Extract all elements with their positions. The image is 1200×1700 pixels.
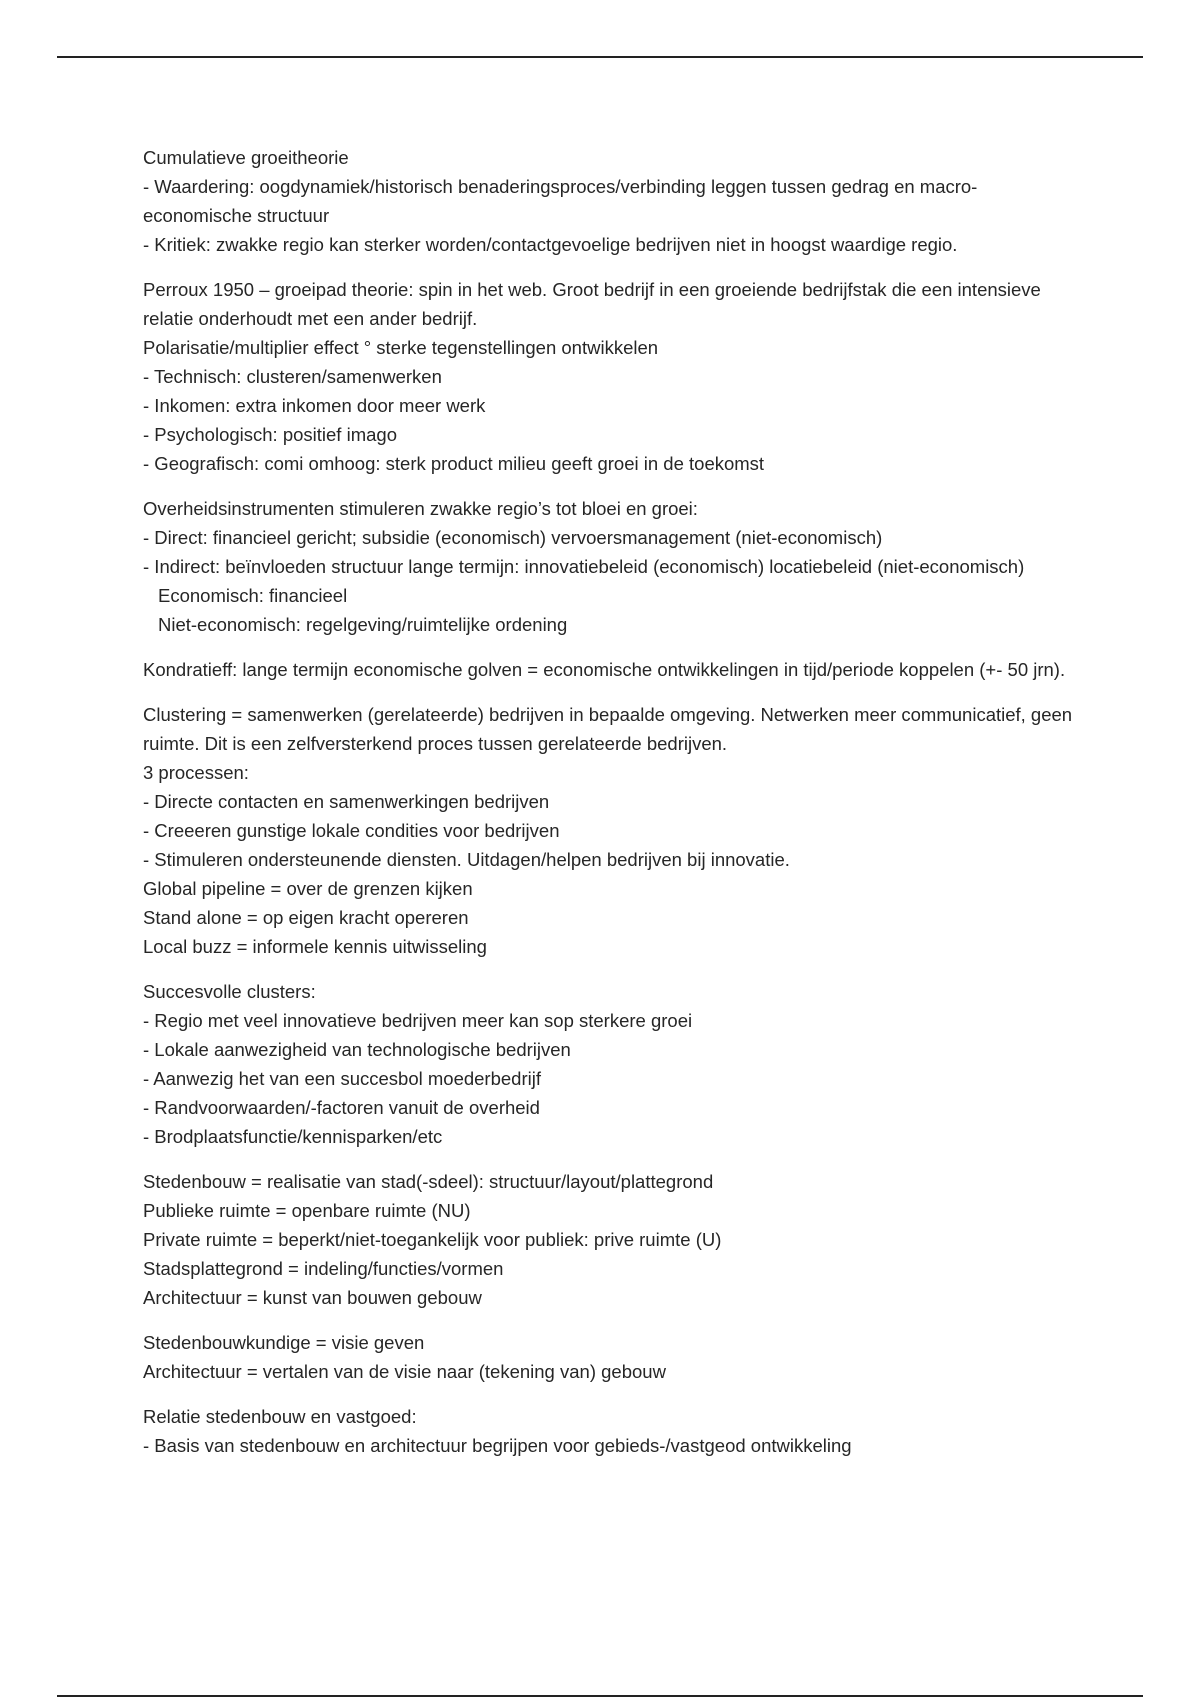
bullet-line: - Psychologisch: positief imago [143, 424, 397, 445]
paragraph-clustering [143, 700, 1073, 961]
bullet-line: - Indirect: beïnvloeden structuur lange termijn: innovatiebeleid (economisch) locatiebeleid (niet-economisch) [143, 556, 1025, 577]
bullet-line: - Basis van stedenbouw en architectuur begrijpen voor gebieds-/vastgeod ontwikkeling [143, 1435, 852, 1456]
indented-line: Niet-economisch: regelgeving/ruimtelijke ordening [158, 614, 568, 635]
text-line: Publieke ruimte = openbare ruimte (NU) [143, 1200, 471, 1221]
paragraph-heading: Perroux 1950 – groeipad theorie: spin in het web. Groot bedrijf in een groeiende bedrijfstak die een intensieve relatie onderhoudt met een ander bedrijf. [143, 279, 1041, 329]
header-rule [57, 56, 1143, 58]
paragraph-stedenbouw [143, 1167, 1073, 1312]
paragraph-heading: Succesvolle clusters: [143, 981, 316, 1002]
text-line: Stedenbouw = realisatie van stad(-sdeel): structuur/layout/plattegrond [143, 1171, 714, 1192]
text-line: Local buzz = informele kennis uitwisseling [143, 936, 487, 957]
paragraph-relatie-stedenbouw-vastgoed [143, 1402, 1073, 1460]
paragraph-heading: Clustering = samenwerken (gerelateerde) bedrijven in bepaalde omgeving. Netwerken meer communicatief, geen ruimte. Dit is een zelfversterkend proces tussen gerelateerde bedrijven. [143, 704, 1073, 754]
bullet-line: - Geografisch: comi omhoog: sterk product milieu geeft groei in de toekomst [143, 453, 765, 474]
text-line: Polarisatie/multiplier effect ° sterke tegenstellingen ontwikkelen [143, 337, 659, 358]
bullet-line: - Waardering: oogdynamiek/historisch benaderingsproces/verbinding leggen tussen gedrag en macro-economische structuur [143, 176, 978, 226]
paragraph-cumulatieve-groeitheorie [143, 143, 1073, 259]
indented-line: Economisch: financieel [158, 585, 348, 606]
bullet-line: - Direct: financieel gericht; subsidie (economisch) vervoersmanagement (niet-economisch) [143, 527, 883, 548]
paragraph-succesvolle-clusters [143, 977, 1073, 1151]
text-line: Stadsplattegrond = indeling/functies/vormen [143, 1258, 504, 1279]
document-body [143, 143, 1073, 1476]
text-line: Stand alone = op eigen kracht opereren [143, 907, 469, 928]
bullet-line: - Creeeren gunstige lokale condities voor bedrijven [143, 820, 560, 841]
text-line: Architectuur = vertalen van de visie naar (tekening van) gebouw [143, 1361, 666, 1382]
text-line: Kondratieff: lange termijn economische golven = economische ontwikkelingen in tijd/periode koppelen (+- 50 jrn). [143, 659, 1066, 680]
bullet-line: - Inkomen: extra inkomen door meer werk [143, 395, 486, 416]
bullet-line: - Regio met veel innovatieve bedrijven meer kan sop sterkere groei [143, 1010, 693, 1031]
bullet-line: - Kritiek: zwakke regio kan sterker worden/contactgevoelige bedrijven niet in hoogst waardige regio. [143, 234, 958, 255]
paragraph-kondratieff [143, 655, 1073, 684]
bullet-line: - Aanwezig het van een succesbol moederbedrijf [143, 1068, 541, 1089]
bullet-line: - Randvoorwaarden/-factoren vanuit de overheid [143, 1097, 540, 1118]
paragraph-overheidsinstrumenten [143, 494, 1073, 639]
bullet-line: - Technisch: clusteren/samenwerken [143, 366, 442, 387]
footer-rule [57, 1695, 1143, 1697]
bullet-line: - Brodplaatsfunctie/kennisparken/etc [143, 1126, 443, 1147]
text-line: Private ruimte = beperkt/niet-toegankelijk voor publiek: prive ruimte (U) [143, 1229, 722, 1250]
text-line: 3 processen: [143, 762, 249, 783]
paragraph-heading: Cumulatieve groeitheorie [143, 147, 349, 168]
text-line: Global pipeline = over de grenzen kijken [143, 878, 473, 899]
paragraph-stedenbouwkundige [143, 1328, 1073, 1386]
paragraph-heading: Relatie stedenbouw en vastgoed: [143, 1406, 417, 1427]
text-line: Architectuur = kunst van bouwen gebouw [143, 1287, 482, 1308]
paragraph-heading: Overheidsinstrumenten stimuleren zwakke regio’s tot bloei en groei: [143, 498, 698, 519]
bullet-line: - Stimuleren ondersteunende diensten. Uitdagen/helpen bedrijven bij innovatie. [143, 849, 790, 870]
bullet-line: - Directe contacten en samenwerkingen bedrijven [143, 791, 550, 812]
bullet-line: - Lokale aanwezigheid van technologische bedrijven [143, 1039, 571, 1060]
text-line: Stedenbouwkundige = visie geven [143, 1332, 425, 1353]
paragraph-perroux [143, 275, 1073, 478]
